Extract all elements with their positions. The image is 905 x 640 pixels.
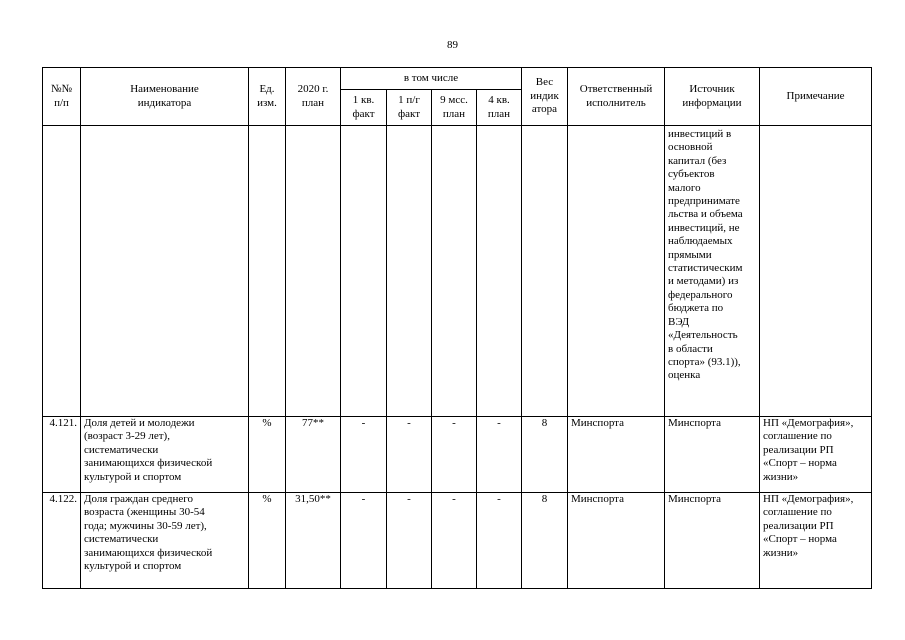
header-h1-fact: 1 п/г факт [387,90,432,126]
row-name: Доля детей и молодежи (возраст 3-29 лет), систематически занимающихся физической культурой и спортом [81,417,249,493]
header-responsible: Ответственный исполнитель [568,68,665,126]
row-note: НП «Демография», соглашение по реализации РП «Спорт – норма жизни» [760,493,872,589]
header-source: Источник информации [665,68,760,126]
row-q1: - [341,493,387,589]
header-name: Наименование индикатора [81,68,249,126]
table-row [43,493,872,589]
indicators-table [42,67,872,589]
row-q1: - [341,417,387,493]
header-9m-plan: 9 мсс. план [432,90,477,126]
row-source: Минспорта [665,417,760,493]
header-including: в том числе [341,68,522,90]
row-h1: - [387,417,432,493]
row-name: Доля граждан среднего возраста (женщины 30-54 года; мужчины 30-59 лет), систематически занимающихся физической культурой и спортом [81,493,249,589]
row-unit: % [249,493,286,589]
header-num: №№ п/п [43,68,81,126]
page-number: 89 [447,39,458,51]
row-weight: 8 [522,417,568,493]
row-9m: - [432,493,477,589]
row-plan: 31,50** [286,493,341,589]
row-weight: 8 [522,493,568,589]
row-source: Минспорта [665,493,760,589]
row-note: НП «Демография», соглашение по реализации РП «Спорт – норма жизни» [760,417,872,493]
row-9m: - [432,417,477,493]
continuation-source-cell: инвестиций в основной капитал (без субъектов малого предпринимате льства и объема инвестиций, не наблюдаемых прямыми статистическим и методами) из федерального бюджета по ВЭД «Деятельность в области спорта» (93.1)), оценка [665,126,760,417]
table-row [43,417,872,493]
row-plan: 77** [286,417,341,493]
header-q1-fact: 1 кв. факт [341,90,387,126]
header-weight: Вес индик атора [522,68,568,126]
row-responsible: Минспорта [568,417,665,493]
row-unit: % [249,417,286,493]
header-note: Примечание [760,68,872,126]
header-plan-2020: 2020 г. план [286,68,341,126]
row-q4: - [477,417,522,493]
row-num: 4.122. [43,493,81,589]
row-num: 4.121. [43,417,81,493]
header-q4-plan: 4 кв. план [477,90,522,126]
table-row-continuation [43,126,872,417]
row-h1: - [387,493,432,589]
header-unit: Ед. изм. [249,68,286,126]
row-q4: - [477,493,522,589]
row-responsible: Минспорта [568,493,665,589]
